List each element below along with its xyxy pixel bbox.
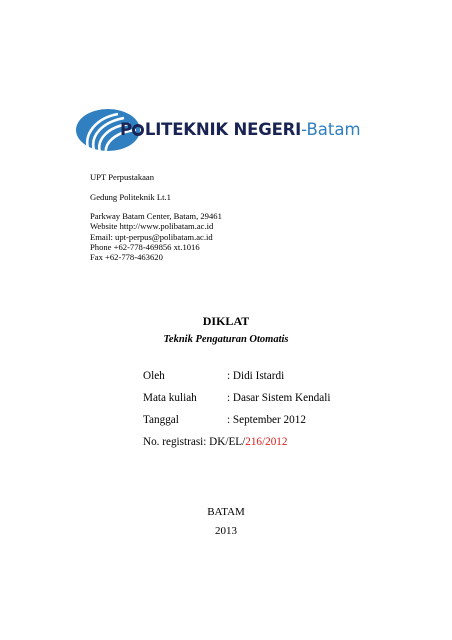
- address-fax: Fax +62-778-463620: [90, 252, 163, 263]
- matkul-value: : Dasar Sistem Kendali: [227, 392, 331, 404]
- oleh-label: Oleh: [143, 370, 165, 382]
- address-website: Website http://www.polibatam.ac.id: [90, 221, 214, 232]
- logo-letter-p: P: [120, 120, 132, 139]
- logo-wordmark: [120, 120, 361, 139]
- document-title: DIKLAT: [202, 314, 250, 328]
- address-org: UPT Perpustakaan: [90, 172, 155, 182]
- document-subtitle: Teknik Pengaturan Otomatis: [163, 334, 289, 345]
- address-building: Gedung Politeknik Lt.1: [90, 192, 171, 203]
- logo-o-ring-icon: [132, 124, 144, 136]
- registrasi-prefix: No. registrasi: DK/EL/: [143, 436, 246, 448]
- spacer: [90, 203, 222, 211]
- footer-city: BATAM: [207, 506, 245, 518]
- tanggal-label: Tanggal: [143, 414, 179, 426]
- logo-batam-text: -Batam: [301, 120, 361, 139]
- address-phone: Phone +62-778-469856 xt.1016: [90, 242, 200, 253]
- polibatam-logo: [74, 108, 374, 154]
- registrasi-text: [143, 436, 288, 448]
- footer-year: 2013: [215, 525, 237, 537]
- matkul-label: Mata kuliah: [143, 392, 197, 404]
- address-email: Email: upt-perpus@polibatam.ac.id: [90, 231, 213, 242]
- address-street: Parkway Batam Center, Batam, 29461: [90, 210, 222, 221]
- oleh-value: : Didi Istardi: [227, 370, 285, 382]
- spacer: [90, 182, 222, 192]
- address-block: [90, 172, 222, 263]
- registrasi-number: 216/2012: [245, 436, 288, 448]
- logo-main-text: LITEKNIK NEGERI: [144, 120, 302, 139]
- tanggal-value: : September 2012: [227, 414, 306, 426]
